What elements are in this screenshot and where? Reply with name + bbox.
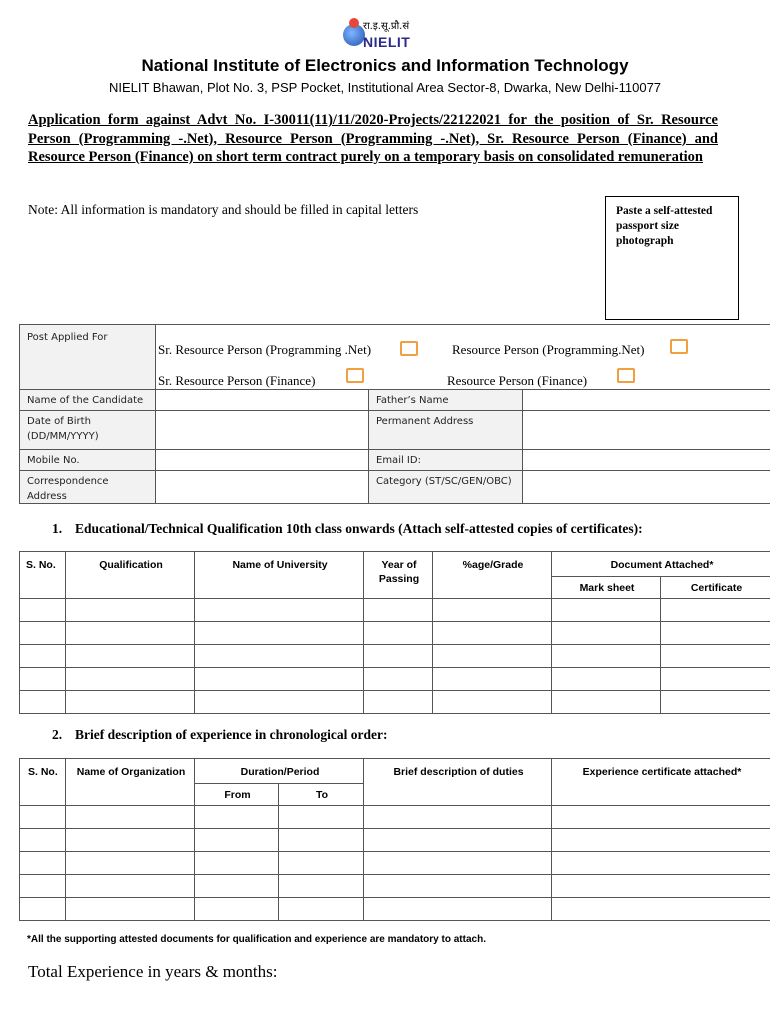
category-label-cell xyxy=(368,470,523,504)
exp-entry-cell[interactable] xyxy=(19,874,66,898)
qual-entry-cell[interactable] xyxy=(363,690,433,714)
category-label: Category (ST/SC/GEN/OBC) xyxy=(376,476,512,487)
qual-entry-cell[interactable] xyxy=(65,667,195,691)
qual-entry-cell[interactable] xyxy=(551,690,661,714)
qual-entry-cell[interactable] xyxy=(660,644,770,668)
qual-entry-cell[interactable] xyxy=(660,598,770,622)
exp-entry-cell[interactable] xyxy=(363,828,552,852)
email-label-cell xyxy=(368,449,523,471)
qual-entry-cell[interactable] xyxy=(65,598,195,622)
mobile-label: Mobile No. xyxy=(27,455,80,466)
qual-entry-cell[interactable] xyxy=(551,621,661,645)
exp-entry-cell[interactable] xyxy=(65,851,195,875)
qual-entry-cell[interactable] xyxy=(551,644,661,668)
qual-entry-cell[interactable] xyxy=(551,667,661,691)
exp-entry-cell[interactable] xyxy=(278,805,364,829)
correspondence-address-field[interactable] xyxy=(155,470,369,504)
post-options-cell xyxy=(155,324,770,390)
checkbox-sr-rp-finance[interactable] xyxy=(346,368,364,383)
qual-entry-cell[interactable] xyxy=(660,667,770,691)
post-applied-label: Post Applied For xyxy=(27,332,108,343)
qual-header-marksheet: Mark sheet xyxy=(579,582,635,594)
qual-header-year: Year of Passing xyxy=(378,559,420,585)
exp-entry-cell[interactable] xyxy=(363,805,552,829)
mobile-field[interactable] xyxy=(155,449,369,471)
email-label: Email ID: xyxy=(376,455,421,466)
qual-entry-cell[interactable] xyxy=(432,621,552,645)
exp-entry-cell[interactable] xyxy=(278,874,364,898)
instruction-note: Note: All information is mandatory and should be filled in capital letters xyxy=(28,202,419,217)
qual-entry-cell[interactable] xyxy=(363,644,433,668)
exp-entry-cell[interactable] xyxy=(278,828,364,852)
qual-header-certificate: Certificate xyxy=(690,582,743,594)
permanent-address-field[interactable] xyxy=(522,410,770,450)
exp-header-from-cell xyxy=(194,783,279,806)
exp-header-cert: Experience certificate attached* xyxy=(582,766,742,778)
checkbox-rp-programming[interactable] xyxy=(670,339,688,354)
exp-entry-cell[interactable] xyxy=(194,897,279,921)
qual-header-doc: Document Attached* xyxy=(610,559,714,571)
qual-entry-cell[interactable] xyxy=(432,644,552,668)
qual-entry-cell[interactable] xyxy=(363,621,433,645)
perm-address-label-cell xyxy=(368,410,523,450)
qual-header-certificate-cell xyxy=(660,576,770,599)
qual-header-qualification-cell xyxy=(65,551,195,599)
post-option-sr-rp-programming: Sr. Resource Person (Programming .Net) xyxy=(158,342,372,357)
qual-entry-cell[interactable] xyxy=(432,667,552,691)
father-name-field[interactable] xyxy=(522,389,770,411)
post-option-sr-rp-finance: Sr. Resource Person (Finance) xyxy=(158,373,316,388)
person-figure-icon xyxy=(349,18,359,28)
qual-header-grade: %age/Grade xyxy=(462,559,524,571)
footnote: *All the supporting attested documents for qualification and experience are mandatory to attach. xyxy=(27,934,486,945)
qual-entry-cell[interactable] xyxy=(19,621,66,645)
candidate-name-field[interactable] xyxy=(155,389,369,411)
exp-header-duration-cell xyxy=(194,758,364,784)
exp-header-to: To xyxy=(315,789,329,801)
section1-number: 1. xyxy=(52,521,63,536)
qual-entry-cell[interactable] xyxy=(19,690,66,714)
post-option-rp-programming: Resource Person (Programming.Net) xyxy=(452,342,645,357)
exp-header-duties: Brief description of duties xyxy=(393,766,524,778)
exp-entry-cell[interactable] xyxy=(194,805,279,829)
dob-label-cell xyxy=(19,410,156,450)
permanent-address-label: Permanent Address xyxy=(376,416,474,427)
qual-header-qualification: Qualification xyxy=(99,559,163,571)
exp-entry-cell[interactable] xyxy=(19,805,66,829)
qual-entry-cell[interactable] xyxy=(363,667,433,691)
exp-entry-cell[interactable] xyxy=(363,897,552,921)
qual-header-sno: S. No. xyxy=(26,559,56,571)
qual-entry-cell[interactable] xyxy=(194,667,364,691)
exp-entry-cell[interactable] xyxy=(551,897,770,921)
father-label-cell xyxy=(368,389,523,411)
exp-entry-cell[interactable] xyxy=(65,805,195,829)
qual-entry-cell[interactable] xyxy=(65,621,195,645)
exp-entry-cell[interactable] xyxy=(194,828,279,852)
exp-entry-cell[interactable] xyxy=(19,828,66,852)
exp-header-duration: Duration/Period xyxy=(240,766,320,778)
post-applied-label-cell xyxy=(19,324,156,390)
post-option-rp-finance: Resource Person (Finance) xyxy=(447,373,588,388)
exp-header-from: From xyxy=(224,789,251,801)
exp-entry-cell[interactable] xyxy=(363,874,552,898)
exp-entry-cell[interactable] xyxy=(278,851,364,875)
logo-text: NIELIT xyxy=(363,34,411,50)
section2-title: Brief description of experience in chronological order: xyxy=(75,727,388,742)
qual-header-grade-cell xyxy=(432,551,552,599)
exp-entry-cell[interactable] xyxy=(363,851,552,875)
exp-entry-cell[interactable] xyxy=(19,897,66,921)
qual-entry-cell[interactable] xyxy=(660,690,770,714)
total-experience-label: Total Experience in years & months: xyxy=(28,962,278,981)
qual-entry-cell[interactable] xyxy=(19,644,66,668)
qual-entry-cell[interactable] xyxy=(194,621,364,645)
qual-entry-cell[interactable] xyxy=(19,667,66,691)
qual-entry-cell[interactable] xyxy=(432,690,552,714)
exp-entry-cell[interactable] xyxy=(551,851,770,875)
section2-number: 2. xyxy=(52,727,63,742)
application-title: Application form against Advt No. I-30011(11)/11/2020-Projects/22122021 for the position of Sr. Resource Person (Programming -.Net), Resource Person (Programming -.Net), Sr. Resource Person (Finance) and Resource Person (Finance) on short term contract purely on a temporary basis on consolidated remuneration xyxy=(28,112,718,165)
exp-header-sno: S. No. xyxy=(28,766,58,778)
qual-entry-cell[interactable] xyxy=(432,598,552,622)
exp-header-org-cell xyxy=(65,758,195,806)
qual-entry-cell[interactable] xyxy=(65,644,195,668)
category-field[interactable] xyxy=(522,470,770,504)
qual-entry-cell[interactable] xyxy=(660,621,770,645)
dob-label: Date of Birth (DD/MM/YYYY) xyxy=(27,416,99,442)
name-label-cell xyxy=(19,389,156,411)
qual-entry-cell[interactable] xyxy=(19,598,66,622)
email-field[interactable] xyxy=(522,449,770,471)
qual-header-university-cell xyxy=(194,551,364,599)
nielit-logo xyxy=(343,18,433,58)
qualification-table xyxy=(19,551,770,712)
exp-header-org: Name of Organization xyxy=(76,766,186,778)
exp-header-to-cell xyxy=(278,783,364,806)
correspondence-address-label: Correspondence Address xyxy=(27,476,109,502)
qual-entry-cell[interactable] xyxy=(194,598,364,622)
exp-entry-cell[interactable] xyxy=(278,897,364,921)
qual-header-marksheet-cell xyxy=(551,576,661,599)
exp-entry-cell[interactable] xyxy=(551,874,770,898)
institute-title: National Institute of Electronics and Information Technology xyxy=(141,56,629,75)
exp-entry-cell[interactable] xyxy=(194,851,279,875)
experience-table xyxy=(19,758,770,918)
qual-header-year-cell xyxy=(363,551,433,599)
exp-header-duties-cell xyxy=(363,758,552,806)
qual-entry-cell[interactable] xyxy=(65,690,195,714)
checkbox-rp-finance[interactable] xyxy=(617,368,635,383)
section1-title: Educational/Technical Qualification 10th class onwards (Attach self-attested copies of certificates): xyxy=(75,521,643,536)
qual-header-sno-cell xyxy=(19,551,66,599)
qual-entry-cell[interactable] xyxy=(194,644,364,668)
father-name-label: Father’s Name xyxy=(376,395,449,406)
institute-address: NIELIT Bhawan, Plot No. 3, PSP Pocket, Institutional Area Sector-8, Dwarka, New Delhi-110077 xyxy=(108,80,662,95)
dob-field[interactable] xyxy=(155,410,369,450)
exp-entry-cell[interactable] xyxy=(194,874,279,898)
exp-entry-cell[interactable] xyxy=(19,851,66,875)
checkbox-sr-rp-programming[interactable] xyxy=(400,341,418,356)
corr-address-label-cell xyxy=(19,470,156,504)
photo-upload-box[interactable] xyxy=(605,196,739,320)
exp-entry-cell[interactable] xyxy=(65,897,195,921)
mobile-label-cell xyxy=(19,449,156,471)
qual-entry-cell[interactable] xyxy=(551,598,661,622)
exp-entry-cell[interactable] xyxy=(65,874,195,898)
exp-entry-cell[interactable] xyxy=(551,828,770,852)
candidate-name-label: Name of the Candidate xyxy=(27,395,144,406)
photo-box-text: Paste a self-attested passport size photograph xyxy=(616,205,713,247)
exp-entry-cell[interactable] xyxy=(551,805,770,829)
candidate-details-table xyxy=(19,324,770,504)
qual-entry-cell[interactable] xyxy=(194,690,364,714)
exp-header-cert-cell xyxy=(551,758,770,806)
qual-header-university: Name of University xyxy=(232,559,328,571)
logo-hindi-text: रा.इ.सू.प्रौ.सं xyxy=(363,21,410,32)
exp-header-sno-cell xyxy=(19,758,66,806)
exp-entry-cell[interactable] xyxy=(65,828,195,852)
qual-header-doc-cell xyxy=(551,551,770,577)
qual-entry-cell[interactable] xyxy=(363,598,433,622)
